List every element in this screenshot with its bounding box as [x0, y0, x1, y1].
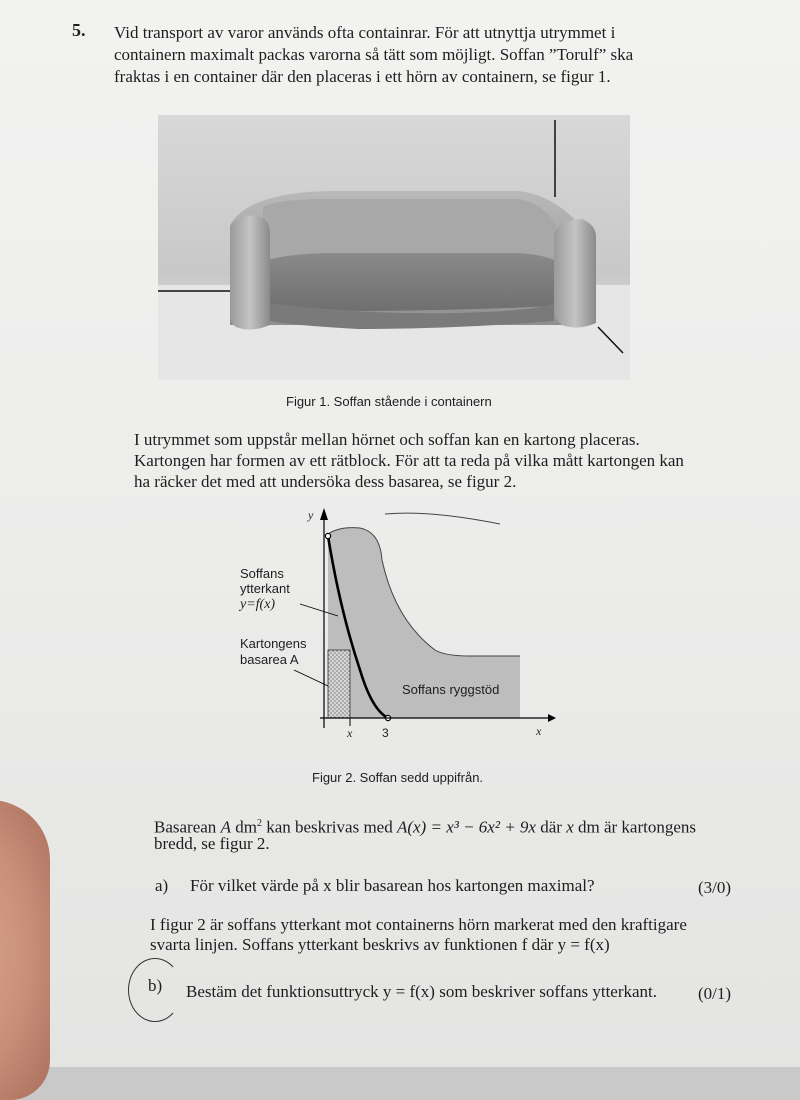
- middle-line-3: ha räcker det med att undersöka dess basarea, se figur 2.: [134, 472, 517, 491]
- area-description-line-1: Basarean A $dm^2$ kan beskrivas med A(x) = x³ − 6x² + 9x där x dm är kartongens: [154, 817, 697, 837]
- area-description-line-2: bredd, se figur 2.: [154, 834, 270, 853]
- intro-line-3: fraktas i en container där den placeras i ett hörn av containern, se figur 1.: [114, 67, 611, 86]
- box-area-label-2: basarea A: [240, 652, 299, 667]
- part-b-points: (0/1): [698, 984, 732, 1003]
- edge-description-line-1: I figur 2 är soffans ytterkant mot containerns hörn markerat med den kraftigare: [150, 915, 687, 934]
- tick-3-label: 3: [382, 726, 389, 740]
- intro-line-1: Vid transport av varor används ofta containrar. För att utnyttja utrymmet i: [114, 23, 616, 42]
- backrest-label: Soffans ryggstöd: [402, 682, 500, 697]
- tick-x-label: x: [347, 726, 353, 740]
- figure2-top-view-diagram: [230, 500, 560, 750]
- figure1-sofa-illustration: [158, 115, 630, 380]
- outer-edge-label-1: Soffans: [240, 566, 284, 581]
- outer-edge-label-2: ytterkant: [240, 581, 290, 596]
- middle-line-2: Kartongen har formen av ett rätblock. För att ta reda på vilka mått kartongen kan: [134, 451, 684, 470]
- intro-line-2: containern maximalt packas varorna så tätt som möjligt. Soffan ”Torulf” ska: [114, 45, 634, 64]
- outer-edge-function: y=f(x): [240, 597, 276, 612]
- part-a-label: a): [155, 876, 169, 895]
- thumb-photo-artifact: [0, 800, 50, 1100]
- part-b-question: Bestäm det funktionsuttryck y = f(x) som beskriver soffans ytterkant.: [186, 982, 658, 1001]
- y-axis-label: y: [308, 508, 314, 522]
- box-area-label-1: Kartongens: [240, 636, 307, 651]
- edge-description-line-2: svarta linjen. Soffans ytterkant beskrivs av funktionen f där y = f(x): [150, 935, 610, 954]
- part-a-question: För vilket värde på x blir basarean hos kartongen maximal?: [190, 876, 595, 895]
- part-a-points: (3/0): [698, 878, 732, 897]
- middle-line-1: I utrymmet som uppstår mellan hörnet och soffan kan en kartong placeras.: [134, 430, 640, 449]
- figure2-caption: Figur 2. Soffan sedd uppifrån.: [312, 770, 484, 785]
- part-b-label: b): [148, 976, 163, 995]
- x-axis-label: x: [536, 724, 542, 738]
- question-number: 5.: [72, 20, 86, 40]
- figure1-caption: Figur 1. Soffan stående i containern: [286, 394, 492, 409]
